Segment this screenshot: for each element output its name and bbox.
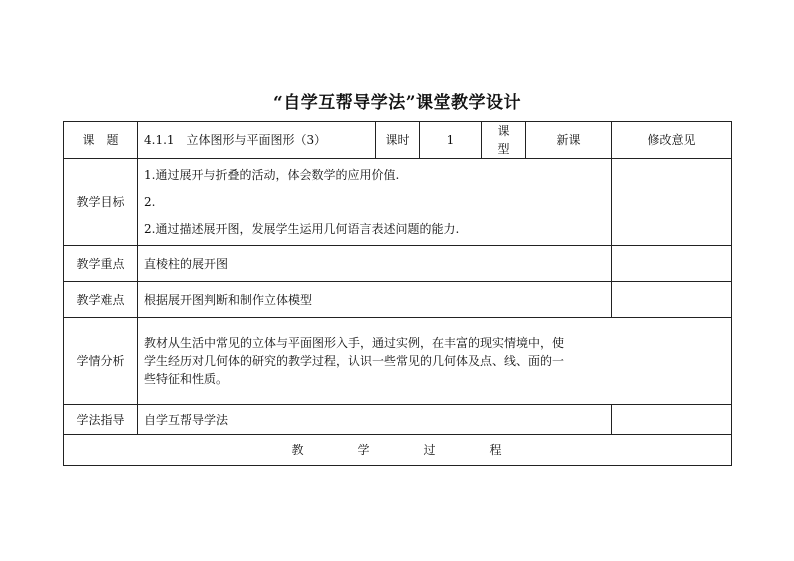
- process-char-4: 程: [489, 443, 504, 457]
- hours-value: 1: [420, 122, 482, 159]
- method-row: [64, 405, 732, 435]
- difficulty-row: [64, 282, 732, 318]
- revision-label: 修改意见: [612, 122, 732, 159]
- analysis-line-2: 学生经历对几何体的研究的教学过程，认识一些常见的几何体及点、线、面的一: [144, 354, 565, 368]
- method-revision-cell: [612, 405, 732, 435]
- goal-line-2: 2.: [144, 194, 156, 209]
- key-point-revision-cell: [612, 246, 732, 282]
- type-label: 课 型: [482, 122, 526, 159]
- goals-row: [64, 159, 732, 246]
- difficulty-text: 根据展开图判断和制作立体模型: [138, 282, 612, 318]
- process-row: [64, 435, 732, 466]
- goal-line-3: 2.通过描述展开图，发展学生运用几何语言表述问题的能力.: [144, 221, 460, 236]
- type-value: 新课: [526, 122, 612, 159]
- process-char-3: 过: [423, 443, 438, 457]
- process-char-1: 教: [291, 443, 306, 457]
- goals-content: [138, 159, 612, 246]
- analysis-row: [64, 318, 732, 405]
- goals-label: 教学目标: [64, 159, 138, 246]
- method-text: 自学互帮导学法: [138, 405, 612, 435]
- topic-label: 课 题: [64, 122, 138, 159]
- analysis-line-1: 教材从生活中常见的立体与平面图形入手，通过实例，在丰富的现实情境中，使: [144, 336, 565, 350]
- difficulty-revision-cell: [612, 282, 732, 318]
- process-char-2: 学: [357, 443, 372, 457]
- header-row: [64, 122, 732, 159]
- key-point-text: 直棱柱的展开图: [138, 246, 612, 282]
- analysis-content: [138, 318, 732, 405]
- hours-label: 课时: [376, 122, 420, 159]
- key-point-row: [64, 246, 732, 282]
- document-title: “自学互帮导学法”课堂教学设计: [272, 93, 522, 113]
- analysis-label: 学情分析: [64, 318, 138, 405]
- process-heading: [64, 435, 732, 466]
- goal-line-1: 1.通过展开与折叠的活动，体会数学的应用价值.: [144, 167, 400, 182]
- analysis-line-3: 些特征和性质。: [144, 372, 229, 386]
- lesson-plan-table: [63, 121, 732, 466]
- topic-value: 4.1.1 立体图形与平面图形（3）: [138, 122, 376, 159]
- difficulty-label: 教学难点: [64, 282, 138, 318]
- key-point-label: 教学重点: [64, 246, 138, 282]
- method-label: 学法指导: [64, 405, 138, 435]
- goals-revision-cell: [612, 159, 732, 246]
